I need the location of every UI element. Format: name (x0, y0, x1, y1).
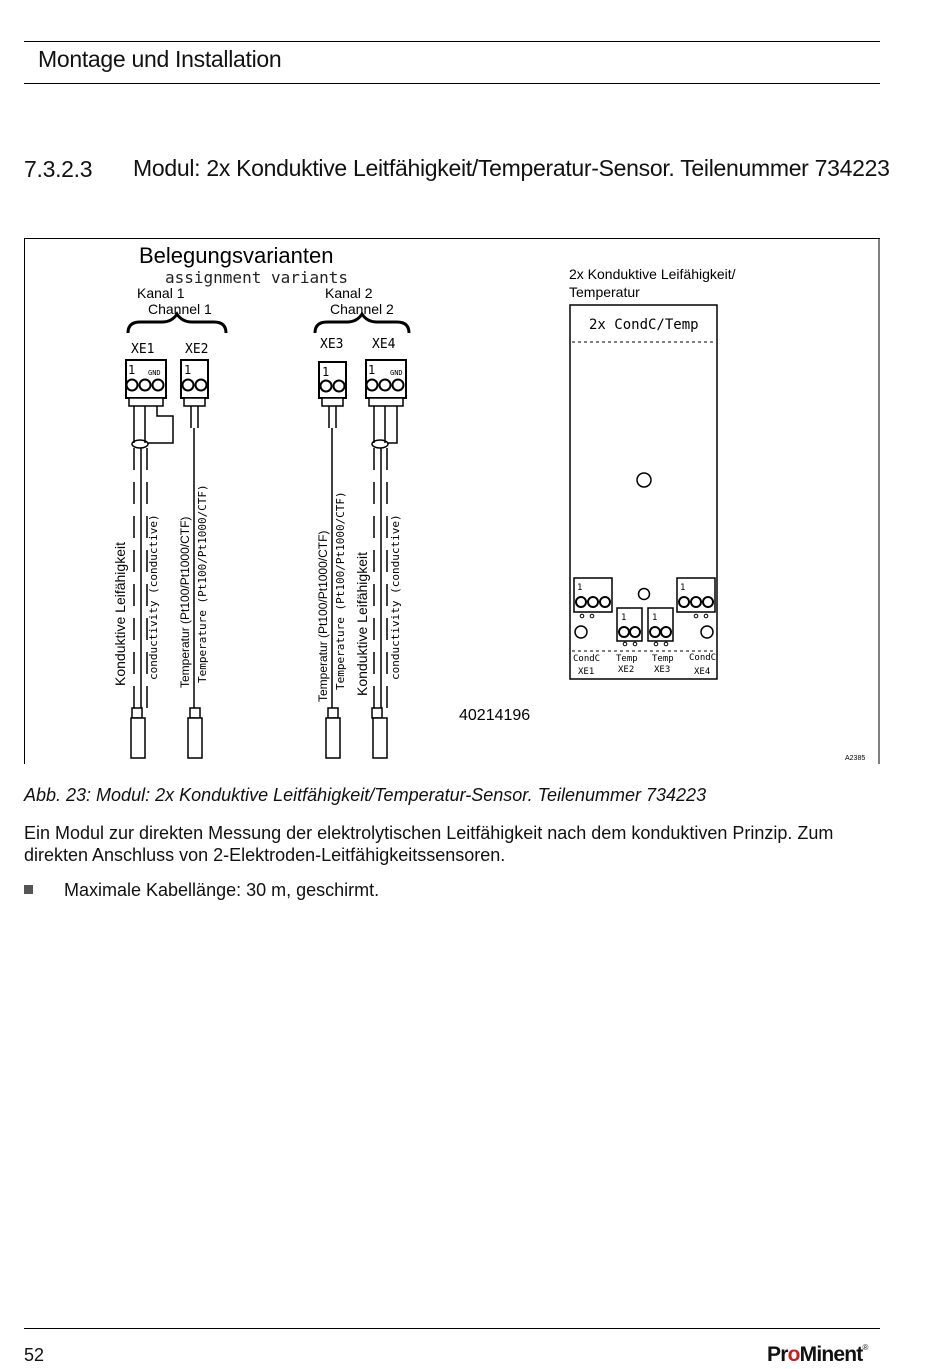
connector-label-xe1: XE1 (131, 342, 155, 357)
brand-registered-mark: ® (862, 1343, 868, 1352)
connector-xe2 (181, 360, 208, 406)
label-conductivity-de-ch1: Konduktive Leifähigkeit (112, 542, 128, 686)
channel2-de: Kanal 2 (325, 285, 373, 301)
module-slot-xe4-top: CondC (689, 653, 717, 663)
brand-logo-pre: Pr (767, 1343, 788, 1366)
label-conductivity-en-ch1: conductivity (conductive) (147, 514, 160, 680)
label-temp-de-types-ch2: (Pt100/Pt1000/CTF) (316, 530, 330, 638)
connector-label-xe2: XE2 (185, 342, 209, 357)
part-number: 40214196 (459, 707, 531, 724)
terminal-one-xe4: 1 (368, 363, 376, 377)
body-paragraph: Ein Modul zur direkten Messung der elektrolytischen Leitfähigkeit nach dem konduktiven Prinzip. Zum direkten Anschluss von 2-Elektroden-Leitfähigkeitssensoren. (24, 823, 834, 865)
connector-xe4 (366, 360, 406, 406)
wiring-diagram (24, 238, 880, 764)
label-temp-de-ch1 (178, 517, 192, 688)
module-slot-xe1-bottom: XE1 (578, 667, 595, 677)
label-temp-en-ch1: Temperature (Pt100/Pt1000/CTF) (196, 484, 209, 683)
label-temp-de-word-ch2: Temperatur (316, 641, 330, 702)
terminal-one-xe1: 1 (128, 363, 136, 377)
figure-caption: Abb. 23: Modul: 2x Konduktive Leitfähigkeit/Temperatur-Sensor. Teilenummer 734223 (24, 785, 707, 805)
connector-label-xe3: XE3 (320, 337, 344, 352)
page-number: 52 (24, 1345, 45, 1365)
module-terminal-one-xe4: 1 (680, 583, 686, 593)
module-slot-xe1-top: CondC (573, 654, 601, 664)
connector-xe1 (126, 360, 166, 406)
module-slot-xe2-top: Temp (616, 654, 638, 664)
brand-logo (767, 1343, 868, 1367)
module-terminal-one-xe2: 1 (621, 613, 627, 623)
module-terminal-one-xe3: 1 (652, 613, 658, 623)
label-temp-de-types-ch1: (Pt100/Pt1000/CTF) (178, 516, 192, 624)
channel2-en: Channel 2 (330, 301, 394, 317)
module-board (570, 305, 717, 679)
label-temp-en-ch2: Temperature (Pt100/Pt1000/CTF) (334, 491, 347, 690)
chapter-title: Montage und Installation (38, 46, 282, 72)
label-temp-de-ch2 (316, 531, 330, 702)
gnd-label-xe4: GND (390, 369, 403, 377)
section-number: 7.3.2.3 (24, 156, 93, 182)
module-heading-line1: 2x Konduktive Leifähigkeit/ (569, 266, 736, 282)
brand-logo-post: Minent (799, 1343, 863, 1366)
label-conductivity-de-ch2: Konduktive Leifähigkeit (354, 552, 370, 696)
figure-title-en: assignment variants (165, 268, 349, 287)
module-slot-xe3-bottom: XE3 (654, 665, 671, 675)
module-slot-xe3-top: Temp (652, 654, 674, 664)
module-heading-line2: Temperatur (569, 284, 640, 300)
brand-logo-o: o (787, 1343, 800, 1366)
figure-title-de: Belegungsvarianten (139, 243, 334, 268)
drawing-id: A2385 (845, 755, 866, 762)
bullet-text: Maximale Kabellänge: 30 m, geschirmt. (64, 880, 380, 900)
module-slot-xe4-bottom: XE4 (694, 667, 711, 677)
terminal-one-xe2: 1 (184, 363, 192, 377)
label-temp-de-word-ch1: Temperatur (178, 627, 192, 688)
channel1-de: Kanal 1 (137, 285, 185, 301)
connector-xe3 (319, 362, 346, 406)
footer-rule (24, 1328, 880, 1329)
header-rule-bottom (24, 83, 880, 84)
module-label: 2x CondC/Temp (589, 317, 699, 333)
module-slot-xe2-bottom: XE2 (618, 665, 635, 675)
section-title: Modul: 2x Konduktive Leitfähigkeit/Temperatur-Sensor. Teilenummer 734223 (133, 155, 890, 181)
module-terminal-one-xe1: 1 (577, 583, 583, 593)
bullet-square-icon (24, 885, 33, 894)
header-rule-top (24, 41, 880, 42)
wiring-figure (24, 238, 880, 764)
label-conductivity-en-ch2: conductivity (conductive) (389, 514, 402, 680)
channel1-en: Channel 1 (148, 301, 212, 317)
connector-label-xe4: XE4 (372, 337, 396, 352)
terminal-one-xe3: 1 (322, 365, 330, 379)
gnd-label-xe1: GND (148, 369, 161, 377)
